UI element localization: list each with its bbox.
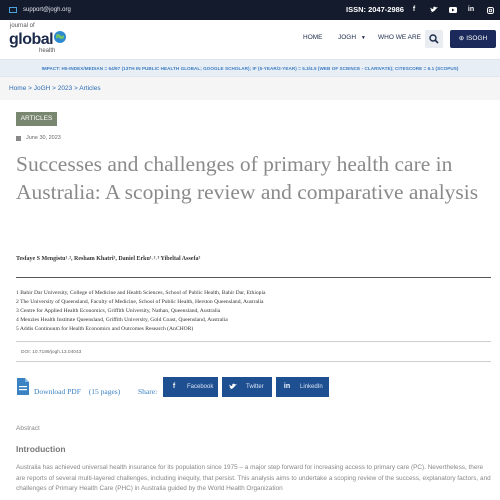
abstract-heading: Abstract (16, 425, 40, 432)
search-button[interactable] (425, 30, 443, 48)
youtube-icon[interactable] (447, 4, 459, 16)
linkedin-icon: in (283, 383, 291, 390)
article-title: Successes and challenges of primary health care in Australia: A scoping review and comparative analysis (16, 152, 479, 204)
site-header (0, 20, 500, 59)
top-bar (0, 0, 500, 20)
logo-line2: global (9, 31, 54, 48)
breadcrumb[interactable]: Home > JoGH > 2023 > Articles (9, 85, 101, 92)
doi[interactable]: DOI: 10.7189/jogh.13.04043 (21, 350, 82, 355)
introduction-heading: Introduction (16, 444, 66, 454)
logo-line1: journal of (10, 23, 35, 29)
affiliation-2: 2 The University of Queensland, Faculty of Medicine, School of Public Health, Herston Queensland, Australia (16, 299, 264, 305)
mail-icon (9, 7, 17, 13)
pdf-icon[interactable] (16, 377, 30, 396)
share-twitter-label: Twitter (246, 384, 264, 390)
affiliation-1: 1 Bahir Dar University, College of Medicine and Health Sciences, School of Public Health, Bahir Dar, Ethiopia (16, 290, 266, 296)
nav-jogh-label: JOGH (338, 34, 357, 41)
affiliation-3: 3 Centre for Applied Health Economics, Griffith University, Nathan, Queensland, Australia (16, 308, 221, 314)
divider (16, 361, 491, 362)
share-facebook-button[interactable] (163, 377, 218, 397)
breadcrumb-bar (0, 77, 500, 100)
impact-banner: IMPACT: H5-INDEX/MEDIAN = 64/97 (13TH IN PUBLIC HEALTH GLOBAL; GOOGLE SCHOLAR); IF (5-YEAR/2-YEAR) = 5.3/4.5 (WEB OF SCIENCE - CLARIVATE); CITESCORE = 6.1 (SCOPUS) (0, 59, 500, 77)
facebook-icon: f (172, 383, 176, 390)
publish-date-text: June 30, 2023 (26, 135, 61, 141)
logo-line3: health (39, 48, 56, 54)
share-linkedin-button[interactable] (276, 377, 329, 397)
affiliation-4: 4 Menzies Health Institute Queensland, Griffith University, Gold Coast, Queensland, Australia (16, 317, 228, 323)
nav-home[interactable]: HOME (303, 34, 323, 41)
isogh-label: ISOGH (466, 35, 488, 42)
divider (16, 341, 491, 342)
article-authors: Tesfaye S Mengistu¹˒², Resham Khatri³, Daniel Erku¹˒²˒³ Yibeltal Assefa³ (16, 256, 201, 262)
globe-icon (53, 30, 67, 44)
category-badge[interactable]: ARTICLES (16, 112, 57, 126)
jogh-logo[interactable] (9, 23, 69, 56)
globe-icon: ⊕ (458, 35, 465, 42)
search-icon (429, 34, 439, 44)
share-twitter-button[interactable] (222, 377, 272, 397)
support-email-link[interactable] (9, 7, 71, 13)
download-pdf-link[interactable] (34, 387, 120, 396)
divider (16, 277, 491, 278)
twitter-icon[interactable] (428, 4, 440, 16)
share-label: Share: (138, 387, 158, 396)
download-pdf-label: Download PDF (34, 387, 81, 396)
isogh-button[interactable] (450, 30, 496, 48)
share-facebook-label: Facebook (187, 384, 214, 390)
facebook-icon[interactable]: f (412, 6, 416, 13)
nav-jogh[interactable] (338, 34, 366, 41)
instagram-icon[interactable] (484, 4, 496, 16)
publish-date (16, 135, 61, 141)
linkedin-icon[interactable]: in (467, 6, 475, 13)
introduction-text: Australia has achieved universal health insurance for its population since 1975 – a major step forward for increasing access to primary care (PC). Nevertheless, there are reports of several multi-layered challenges, including inequity, that persist. This analysis aims to undertake a scoping review of the success, explanatory factors, and challenges of Primary Health Care (PHC) in Australia guided by the World Health Organization (16, 464, 491, 493)
twitter-icon (228, 377, 238, 399)
nav-who-we-are[interactable]: WHO WE ARE (378, 34, 421, 41)
chevron-down-icon: ▼ (360, 35, 366, 41)
share-linkedin-label: LinkedIn (300, 384, 323, 390)
affiliation-5: 5 Addis Continuum for Health Economics and Outcomes Research (AnCHOR) (16, 326, 194, 332)
page-count: (15 pages) (88, 387, 121, 396)
calendar-icon (16, 136, 21, 141)
support-email[interactable]: support@jogh.org (23, 7, 71, 13)
issn-number: ISSN: 2047-2986 (346, 5, 404, 14)
